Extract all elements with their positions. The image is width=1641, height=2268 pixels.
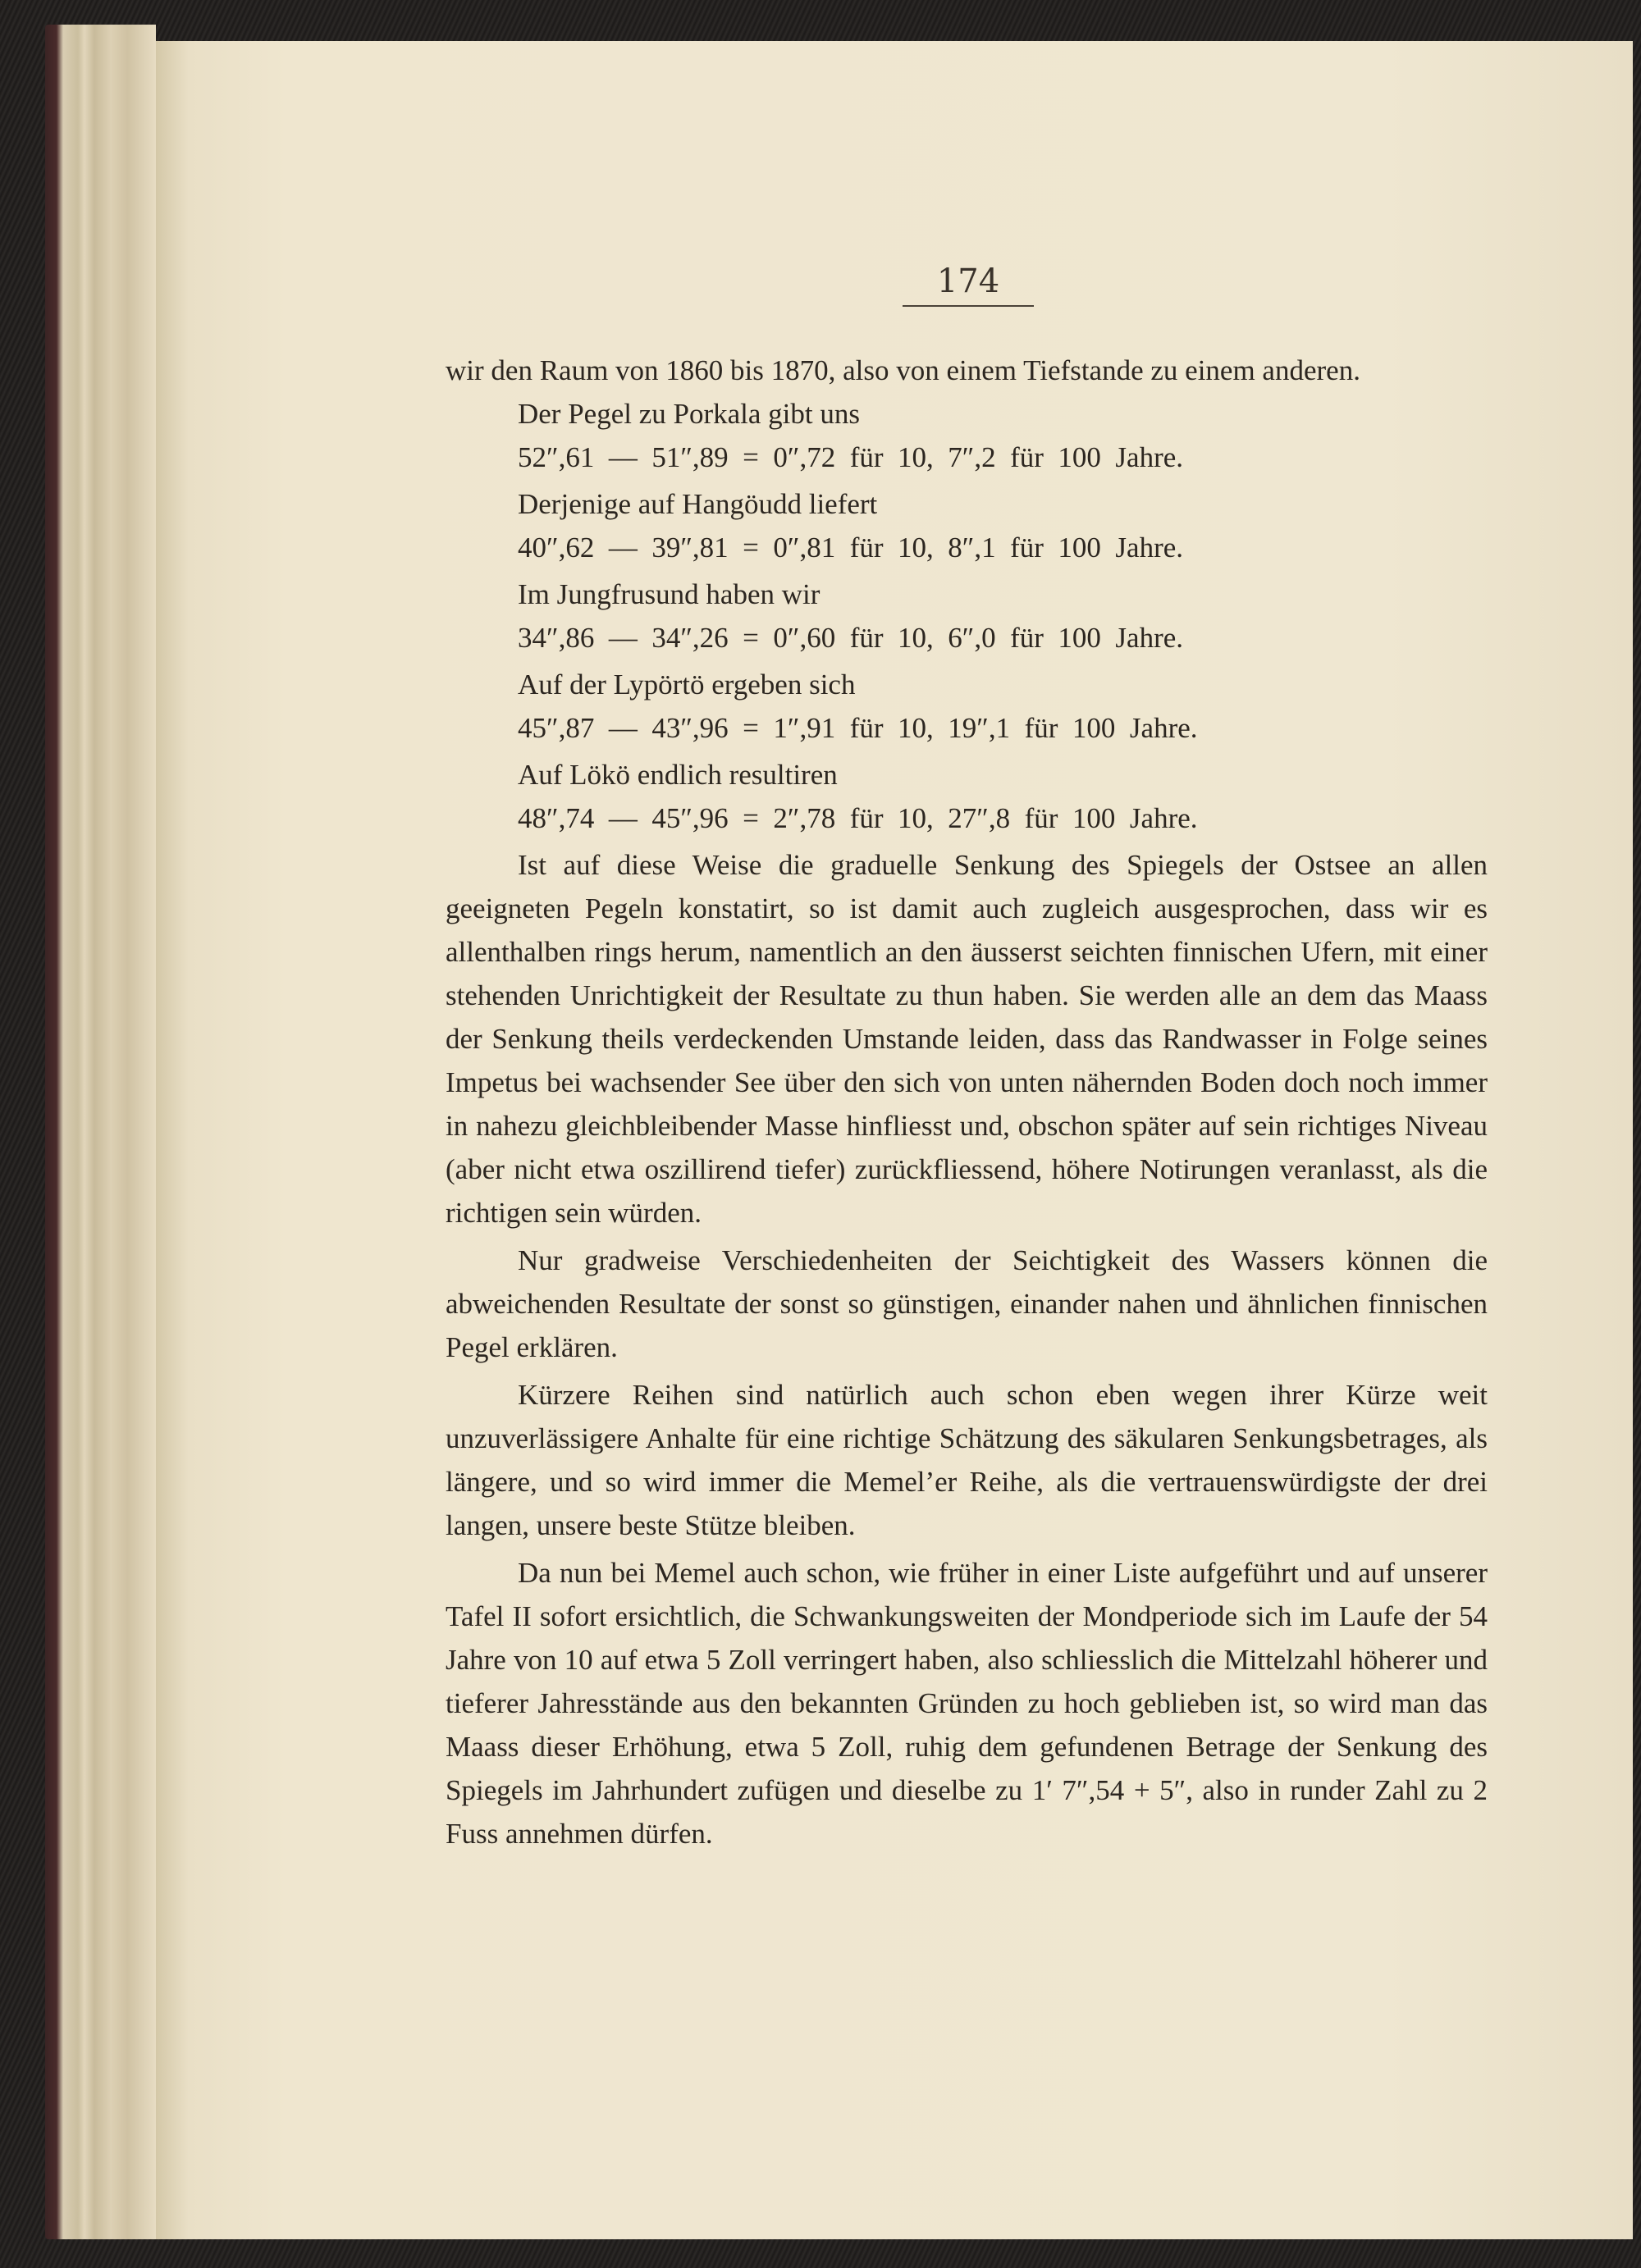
paragraph-continuation: wir den Raum von 1860 bis 1870, also von einem Tiefstande zu einem anderen. [446,354,1360,386]
page-number: 174 [936,262,1000,300]
page-number-rule [903,305,1034,307]
paragraph-senkung: Ist auf diese Weise die graduelle Senkung des Spiegels der Ostsee an allen geeigneten Pegeln konstatirt, so ist damit auch zugleich ausgesprochen, dass wir es allenthalben rings herum, namentlich an den äusserst seichten finnischen Ufern, mit einer stehenden Unrichtigkeit der Resultate zu thun haben. Sie werden alle an dem das Maass der Senkung theils verdeckenden Umstande leiden, dass das Randwasser in Folge seines Impetus bei wachsender See über den sich von unten nähernden Boden doch noch immer in nahezu gleichbleibender Masse hinfliesst und, obschon später auf sein richtiges Niveau (aber nicht etwa oszillirend tiefer) zurückfliessend, höhere Notirungen veranlasst, als die richtigen sein würden. [446,849,1488,1229]
lyporto-equation: 45″,87 — 43″,96 = 1″,91 für 10, 19″,1 für 100 Jahre. [518,712,1198,744]
paragraph-seichtigkeit: Nur gradweise Verschiedenheiten der Seichtigkeit des Wassers können die abweichenden Resultate der sonst so günstigen, einander nahen und ähnlichen finnischen Pegel erklären. [446,1244,1488,1363]
lyporto-intro: Auf der Lypörtö ergeben sich [518,669,856,700]
porkala-equation: 52″,61 — 51″,89 = 0″,72 für 10, 7″,2 für 100 Jahre. [518,441,1184,473]
page-edges [45,25,156,2239]
porkala-intro: Der Pegel zu Porkala gibt uns [518,398,860,430]
body-text [446,349,1488,1855]
loko-intro: Auf Lökö endlich resultiren [518,759,838,791]
jungfrusund-equation: 34″,86 — 34″,26 = 0″,60 für 10, 6″,0 für 100 Jahre. [518,622,1184,654]
hangoudd-intro: Derjenige auf Hangöudd liefert [518,488,878,520]
paragraph-memel: Da nun bei Memel auch schon, wie früher in einer Liste aufgeführt und auf unserer Tafel II sofort ersichtlich, die Schwankungsweiten der Mondperiode sich im Laufe der 54 Jahre von 10 auf etwa 5 Zoll verringert haben, also schliesslich die Mittelzahl höherer und tieferer Jahresstände aus den bekannten Gründen zu hoch geblieben ist, so wird man das Maass dieser Erhöhung, etwa 5 Zoll, ruhig dem gefundenen Betrage der Senkung des Spiegels im Jahrhundert zufügen und dieselbe zu 1′ 7″,54 + 5″, also in runder Zahl zu 2 Fuss annehmen dürfen. [446,1557,1488,1850]
hangoudd-equation: 40″,62 — 39″,81 = 0″,81 für 10, 8″,1 für 100 Jahre. [518,532,1184,564]
jungfrusund-intro: Im Jungfrusund haben wir [518,578,820,610]
paragraph-kurze-reihen: Kürzere Reihen sind natürlich auch schon eben wegen ihrer Kürze weit unzuverlässigere Anhalte für eine richtige Schätzung des säkularen Senkungsbetrages, als längere, und so wird immer die Memel’er Reihe, als die vertrauenswürdigste der drei langen, unsere beste Stütze bleiben. [446,1379,1488,1541]
loko-equation: 48″,74 — 45″,96 = 2″,78 für 10, 27″,8 für 100 Jahre. [518,802,1198,834]
